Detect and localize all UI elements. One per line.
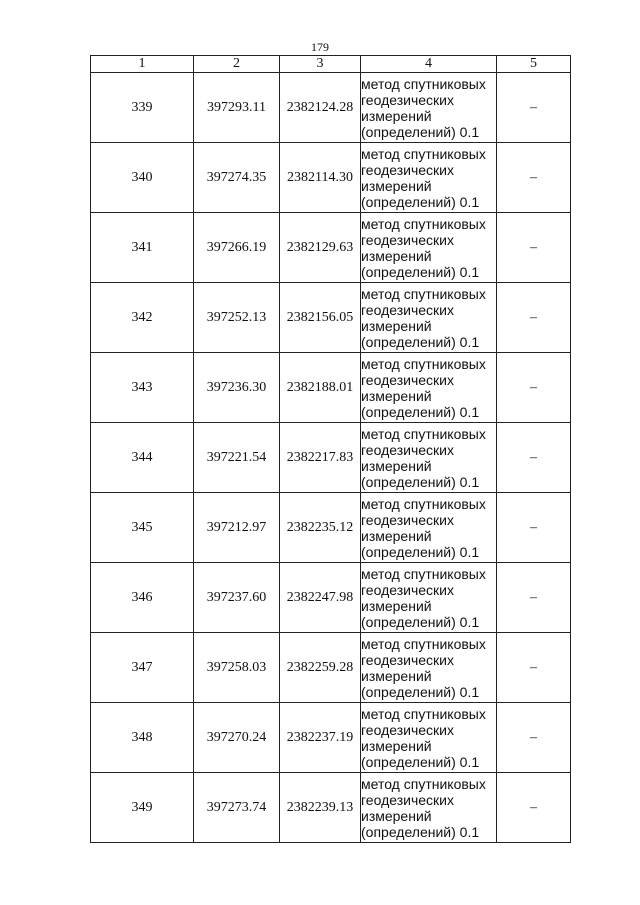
point-number-cell: 341 bbox=[91, 213, 194, 283]
method-line: измерений bbox=[361, 177, 432, 194]
x-coordinate-cell: 397266.19 bbox=[194, 213, 280, 283]
method-line: геодезических bbox=[361, 651, 454, 668]
table-row bbox=[91, 283, 571, 353]
point-number-cell: 343 bbox=[91, 353, 194, 423]
method-line: геодезических bbox=[361, 721, 454, 738]
x-coordinate-cell: 397237.60 bbox=[194, 563, 280, 633]
table-row bbox=[91, 213, 571, 283]
point-number-cell: 349 bbox=[91, 773, 194, 843]
point-number-cell: 346 bbox=[91, 563, 194, 633]
method-line: геодезических bbox=[361, 371, 454, 388]
method-cell bbox=[361, 353, 497, 423]
y-coordinate-cell: 2382156.05 bbox=[280, 283, 361, 353]
table-row bbox=[91, 143, 571, 213]
x-coordinate-cell: 397212.97 bbox=[194, 493, 280, 563]
method-line: измерений bbox=[361, 247, 432, 264]
y-coordinate-cell: 2382237.19 bbox=[280, 703, 361, 773]
method-line: (определений) 0.1 bbox=[361, 823, 480, 840]
x-coordinate-cell: 397273.74 bbox=[194, 773, 280, 843]
point-number-cell: 347 bbox=[91, 633, 194, 703]
table-row bbox=[91, 353, 571, 423]
note-dash: – bbox=[530, 729, 537, 745]
x-coordinate-cell: 397252.13 bbox=[194, 283, 280, 353]
method-line: измерений bbox=[361, 457, 432, 474]
point-number-cell: 345 bbox=[91, 493, 194, 563]
note-cell bbox=[497, 213, 571, 283]
x-coordinate-cell: 397236.30 bbox=[194, 353, 280, 423]
method-line: геодезических bbox=[361, 791, 454, 808]
method-line: измерений bbox=[361, 597, 432, 614]
method-cell bbox=[361, 773, 497, 843]
note-dash: – bbox=[530, 589, 537, 605]
x-coordinate-cell: 397293.11 bbox=[194, 73, 280, 143]
method-line: геодезических bbox=[361, 161, 454, 178]
method-cell bbox=[361, 423, 497, 493]
method-line: (определений) 0.1 bbox=[361, 333, 480, 350]
note-cell bbox=[497, 353, 571, 423]
point-number-cell: 348 bbox=[91, 703, 194, 773]
method-line: метод спутниковых bbox=[361, 565, 486, 582]
point-number-cell: 339 bbox=[91, 73, 194, 143]
method-line: метод спутниковых bbox=[361, 495, 486, 512]
method-line: (определений) 0.1 bbox=[361, 123, 480, 140]
x-coordinate-cell: 397270.24 bbox=[194, 703, 280, 773]
y-coordinate-cell: 2382217.83 bbox=[280, 423, 361, 493]
point-number-cell: 340 bbox=[91, 143, 194, 213]
note-cell bbox=[497, 493, 571, 563]
method-line: метод спутниковых bbox=[361, 75, 486, 92]
column-header-4: 4 bbox=[361, 56, 497, 73]
note-cell bbox=[497, 143, 571, 213]
note-dash: – bbox=[530, 449, 537, 465]
method-cell bbox=[361, 563, 497, 633]
method-line: геодезических bbox=[361, 231, 454, 248]
method-line: (определений) 0.1 bbox=[361, 263, 480, 280]
y-coordinate-cell: 2382114.30 bbox=[280, 143, 361, 213]
column-header-5: 5 bbox=[497, 56, 571, 73]
note-cell bbox=[497, 773, 571, 843]
method-line: метод спутниковых bbox=[361, 285, 486, 302]
method-line: (определений) 0.1 bbox=[361, 753, 480, 770]
method-line: геодезических bbox=[361, 301, 454, 318]
table-row bbox=[91, 633, 571, 703]
table-row bbox=[91, 563, 571, 633]
note-dash: – bbox=[530, 379, 537, 395]
x-coordinate-cell: 397274.35 bbox=[194, 143, 280, 213]
y-coordinate-cell: 2382235.12 bbox=[280, 493, 361, 563]
method-line: измерений bbox=[361, 667, 432, 684]
note-dash: – bbox=[530, 309, 537, 325]
method-cell bbox=[361, 633, 497, 703]
x-coordinate-cell: 397221.54 bbox=[194, 423, 280, 493]
note-dash: – bbox=[530, 169, 537, 185]
note-cell bbox=[497, 633, 571, 703]
table-row bbox=[91, 493, 571, 563]
page-number: 179 bbox=[311, 40, 329, 54]
column-header-1: 1 bbox=[91, 56, 194, 73]
note-cell bbox=[497, 283, 571, 353]
y-coordinate-cell: 2382188.01 bbox=[280, 353, 361, 423]
note-cell bbox=[497, 703, 571, 773]
note-dash: – bbox=[530, 99, 537, 115]
note-dash: – bbox=[530, 659, 537, 675]
table-row bbox=[91, 703, 571, 773]
table-body bbox=[91, 73, 571, 843]
method-line: (определений) 0.1 bbox=[361, 613, 480, 630]
method-cell bbox=[361, 213, 497, 283]
note-cell bbox=[497, 423, 571, 493]
method-line: метод спутниковых bbox=[361, 355, 486, 372]
method-line: геодезических bbox=[361, 91, 454, 108]
method-line: геодезических bbox=[361, 581, 454, 598]
method-line: метод спутниковых bbox=[361, 635, 486, 652]
method-line: измерений bbox=[361, 807, 432, 824]
method-cell bbox=[361, 283, 497, 353]
note-cell bbox=[497, 73, 571, 143]
table-header-row bbox=[91, 56, 571, 73]
method-line: (определений) 0.1 bbox=[361, 193, 480, 210]
method-line: (определений) 0.1 bbox=[361, 403, 480, 420]
method-cell bbox=[361, 143, 497, 213]
x-coordinate-cell: 397258.03 bbox=[194, 633, 280, 703]
y-coordinate-cell: 2382259.28 bbox=[280, 633, 361, 703]
method-line: геодезических bbox=[361, 511, 454, 528]
method-line: метод спутниковых bbox=[361, 775, 486, 792]
note-cell bbox=[497, 563, 571, 633]
method-line: (определений) 0.1 bbox=[361, 543, 480, 560]
table-row bbox=[91, 773, 571, 843]
coordinates-table bbox=[90, 55, 571, 843]
column-header-3: 3 bbox=[280, 56, 361, 73]
method-line: (определений) 0.1 bbox=[361, 473, 480, 490]
note-dash: – bbox=[530, 799, 537, 815]
table-row bbox=[91, 423, 571, 493]
note-dash: – bbox=[530, 519, 537, 535]
method-line: измерений bbox=[361, 527, 432, 544]
y-coordinate-cell: 2382247.98 bbox=[280, 563, 361, 633]
method-line: измерений bbox=[361, 737, 432, 754]
y-coordinate-cell: 2382129.63 bbox=[280, 213, 361, 283]
method-line: измерений bbox=[361, 317, 432, 334]
table-row bbox=[91, 73, 571, 143]
note-dash: – bbox=[530, 239, 537, 255]
method-line: метод спутниковых bbox=[361, 145, 486, 162]
point-number-cell: 344 bbox=[91, 423, 194, 493]
method-line: геодезических bbox=[361, 441, 454, 458]
method-cell bbox=[361, 73, 497, 143]
method-line: метод спутниковых bbox=[361, 705, 486, 722]
column-header-2: 2 bbox=[194, 56, 280, 73]
method-line: метод спутниковых bbox=[361, 215, 486, 232]
method-cell bbox=[361, 703, 497, 773]
method-cell bbox=[361, 493, 497, 563]
y-coordinate-cell: 2382239.13 bbox=[280, 773, 361, 843]
point-number-cell: 342 bbox=[91, 283, 194, 353]
method-line: (определений) 0.1 bbox=[361, 683, 480, 700]
y-coordinate-cell: 2382124.28 bbox=[280, 73, 361, 143]
method-line: измерений bbox=[361, 107, 432, 124]
method-line: метод спутниковых bbox=[361, 425, 486, 442]
method-line: измерений bbox=[361, 387, 432, 404]
